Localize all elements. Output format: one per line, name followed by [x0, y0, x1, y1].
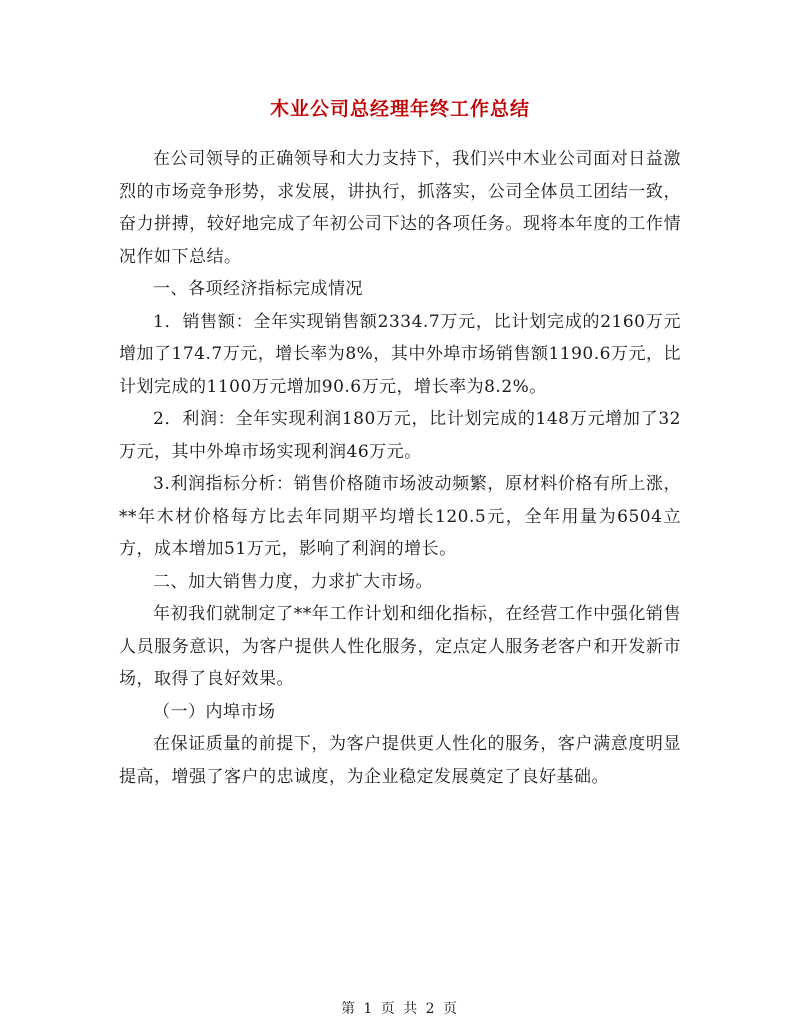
document-title: 木业公司总经理年终工作总结 — [269, 98, 530, 120]
sales-plan-paragraph: 年初我们就制定了**年工作计划和细化指标，在经营工作中强化销售人员服务意识，为客户提供人性化服务，定点定人服务老客户和开发新市场，取得了良好效果。 — [119, 604, 681, 689]
profit-paragraph: 2．利润：全年实现利润180万元，比计划完成的148万元增加了32万元，其中外埠市场实现利润46万元。 — [119, 409, 681, 462]
document-body — [119, 143, 681, 793]
page-footer: 第 1 页 共 2 页 — [340, 1001, 460, 1017]
local-market-paragraph: 在保证质量的前提下，为客户提供更人性化的服务，客户满意度明显提高，增强了客户的忠诚度，为企业稳定发展奠定了良好基础。 — [119, 734, 681, 787]
subsection-heading-local-market: （一）内埠市场 — [153, 701, 276, 722]
intro-paragraph: 在公司领导的正确领导和大力支持下，我们兴中木业公司面对日益激烈的市场竞争形势，求发展，讲执行，抓落实，公司全体员工团结一致，奋力拼搏，较好地完成了年初公司下达的各项任务。现将本年度的工作情况作如下总结。 — [119, 149, 681, 267]
section-heading-1: 一、各项经济指标完成情况 — [153, 279, 363, 299]
sales-paragraph: 1．销售额：全年实现销售额2334.7万元，比计划完成的2160万元增加了174.7万元，增长率为8%，其中外埠市场销售额1190.6万元，比计划完成的1100万元增加90.6万元，增长率为8.2%。 — [119, 311, 681, 397]
section-heading-2: 二、加大销售力度，力求扩大市场。 — [153, 571, 433, 592]
profit-analysis-paragraph: 3.利润指标分析：销售价格随市场波动频繁，原材料价格有所上涨，**年木材价格每方比去年同期平均增长120.5元，全年用量为6504立方，成本增加51万元，影响了利润的增长。 — [119, 474, 681, 559]
